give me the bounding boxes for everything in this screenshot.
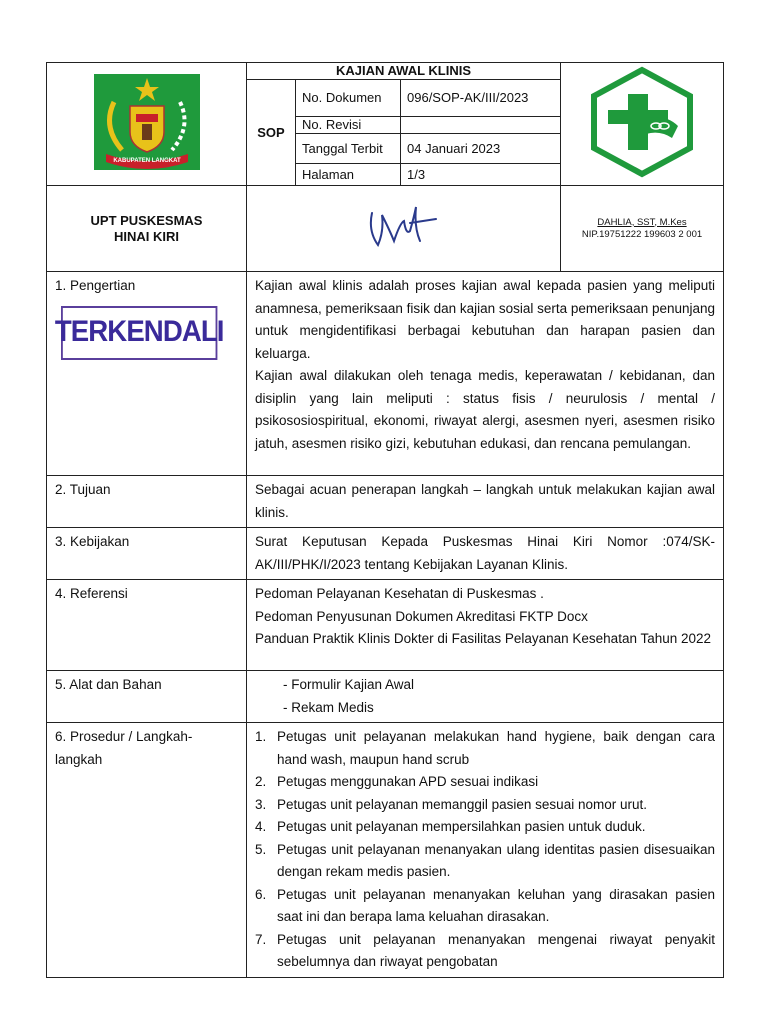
- pengertian-content: [247, 272, 724, 476]
- step-number: 5.: [255, 841, 267, 857]
- step-number: 6.: [255, 886, 267, 902]
- sop-label: SOP: [247, 80, 296, 186]
- pengertian-label-cell: [47, 272, 247, 476]
- step-text: Petugas unit pelayanan menanyakan ulang identitas pasien disesuaikan dengan rekam medis pasien.: [277, 841, 715, 879]
- referensi-line-2: Pedoman Penyusunan Dokumen Akreditasi FKTP Docx: [255, 608, 588, 624]
- prosedur-step: [255, 771, 715, 794]
- doc-number-value: 096/SOP-AK/III/2023: [401, 80, 561, 117]
- referensi-content: [247, 580, 724, 671]
- pengertian-paragraph-2: Kajian awal dilakukan oleh tenaga medis, keperawatan / kebidanan, dan disiplin yang lain meliputi : status fisis / neurulosis / mental / psikososiospiritual, ekonomi, riwayat alergi, asesmen nyeri, asesmen risiko jatuh, asesmen risiko gizi, kebutuhan edukasi, dan rencana pemulangan.: [255, 368, 715, 451]
- revision-value: [401, 117, 561, 134]
- prosedur-step: [255, 884, 715, 929]
- signature-cell: [247, 186, 561, 272]
- puskesmas-logo-cell: [561, 63, 724, 186]
- step-number: 2.: [255, 774, 267, 789]
- prosedur-step: [255, 816, 715, 839]
- prosedur-label: 6. Prosedur / Langkah-langkah: [47, 723, 247, 978]
- org-name-line1: UPT PUSKESMAS: [90, 212, 203, 228]
- prosedur-step: [255, 726, 715, 771]
- pengertian-paragraph-1: Kajian awal klinis adalah proses kajian awal kepada pasien yang meliputi anamnesa, pemeriksaan fisik dan kajian sosial serta pemeriksaan penunjang untuk mengidentifikasi berbagai kebutuhan dan harapan pasien dan keluarga.: [255, 278, 716, 361]
- referensi-line-3: Panduan Praktik Klinis Dokter di Fasilitas Pelayanan Kesehatan Tahun 2022: [255, 631, 712, 646]
- pengertian-label: 1. Pengertian: [55, 278, 136, 293]
- tujuan-label: 2. Tujuan: [47, 476, 247, 528]
- prosedur-content: [247, 723, 724, 978]
- header-info-table: [246, 62, 561, 186]
- kebijakan-label: 3. Kebijakan: [47, 528, 247, 580]
- step-number: 3.: [255, 796, 267, 812]
- tujuan-content: Sebagai acuan penerapan langkah – langkah untuk melakukan kajian awal klinis.: [247, 476, 724, 528]
- controlled-stamp: TERKENDALI: [61, 306, 217, 360]
- revision-label: No. Revisi: [296, 117, 401, 134]
- prosedur-step: [255, 794, 715, 817]
- sop-document: [46, 62, 723, 978]
- handwritten-signature-icon: [364, 201, 444, 251]
- issue-date-label: Tanggal Terbit: [296, 134, 401, 164]
- referensi-line-1: Pedoman Pelayanan Kesehatan di Puskesmas .: [255, 586, 544, 601]
- prosedur-steps: [255, 726, 715, 974]
- signer-cell: [561, 186, 724, 272]
- step-text: Petugas unit pelayanan memanggil pasien sesuai nomor urut.: [277, 796, 647, 812]
- step-text: Petugas unit pelayanan melakukan hand hygiene, baik dengan cara hand wash, maupun hand scrub: [277, 729, 715, 767]
- page-value: 1/3: [401, 164, 561, 186]
- signer-name: DAHLIA, SST, M.Kes: [597, 216, 687, 228]
- doc-number-label: No. Dokumen: [296, 80, 401, 117]
- step-text: Petugas unit pelayanan menanyakan mengenai riwayat penyakit sebelumnya dan riwayat pengobatan: [277, 931, 715, 969]
- referensi-label: 4. Referensi: [47, 580, 247, 671]
- step-number: 7.: [255, 931, 267, 947]
- alat-item: - Formulir Kajian Awal: [283, 674, 715, 697]
- step-text: Petugas menggunakan APD sesuai indikasi: [277, 774, 539, 789]
- document-title: KAJIAN AWAL KLINIS: [247, 63, 561, 80]
- header-info-cell: [247, 63, 561, 186]
- prosedur-step: [255, 839, 715, 884]
- prosedur-step: [255, 929, 715, 974]
- step-number: 1.: [255, 729, 267, 744]
- puskesmas-logo-icon: [586, 66, 698, 178]
- step-text: Petugas unit pelayanan menanyakan keluhan yang dirasakan pasien saat ini dan berapa lama keluahan dirasakan.: [277, 886, 715, 924]
- step-number: 4.: [255, 819, 267, 834]
- step-text: Petugas unit pelayanan mempersilahkan pasien untuk duduk.: [277, 819, 646, 834]
- regency-emblem-icon: [92, 72, 202, 172]
- regency-logo-text: KABUPATEN LANGKAT: [112, 157, 181, 164]
- regency-logo-cell: [47, 63, 247, 186]
- alat-label: 5. Alat dan Bahan: [47, 671, 247, 723]
- sop-table: [46, 62, 724, 978]
- alat-item: - Rekam Medis: [283, 697, 715, 720]
- page-label: Halaman: [296, 164, 401, 186]
- org-name-line2: HINAI KIRI: [114, 228, 179, 244]
- alat-content: [247, 671, 724, 723]
- org-name-cell: [47, 186, 247, 272]
- issue-date-value: 04 Januari 2023: [401, 134, 561, 164]
- signer-nip: NIP.19751222 199603 2 001: [581, 228, 703, 240]
- kebijakan-content: Surat Keputusan Kepada Puskesmas Hinai Kiri Nomor :074/SK-AK/III/PHK/I/2023 tentang Kebijakan Layanan Klinis.: [247, 528, 724, 580]
